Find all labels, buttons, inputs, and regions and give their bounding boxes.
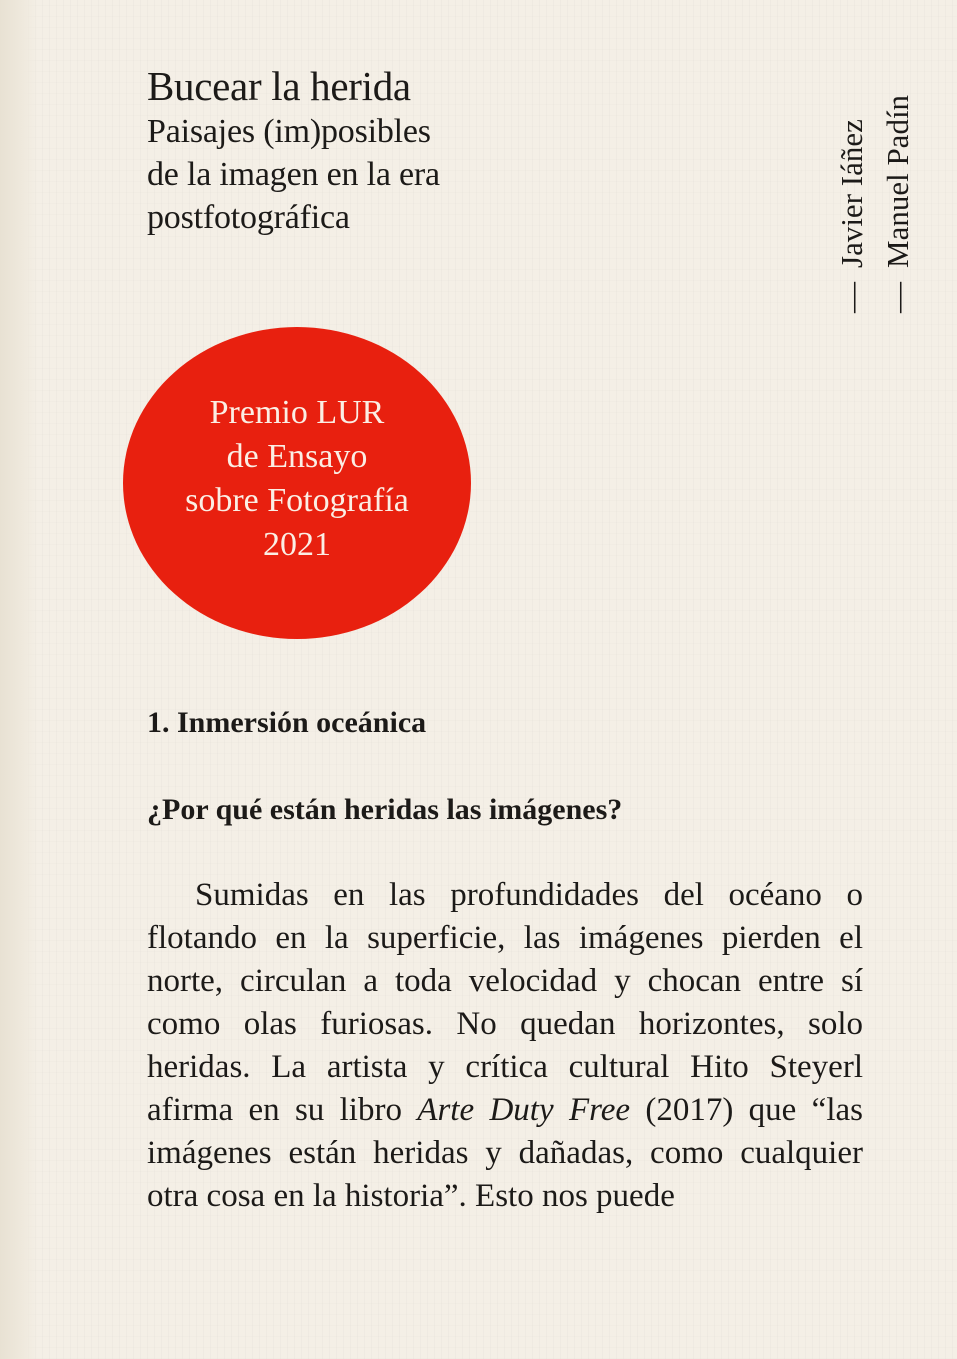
chapter-question: ¿Por qué están heridas las imágenes? xyxy=(147,793,623,826)
page-binding-edge xyxy=(0,0,38,1359)
author-javier-ianez xyxy=(834,119,870,313)
author-manuel-padin xyxy=(880,95,916,313)
cited-book-title: Arte Duty Free xyxy=(417,1092,631,1128)
award-text: Premio LUR de Ensayo sobre Fotografía 2021 xyxy=(185,394,409,563)
body-paragraph xyxy=(147,874,863,1218)
paragraph-text-end: (2017) que “las imágenes están heridas y dañadas, como cualquier otra cosa en la historia”. Esto nos puede xyxy=(147,1092,863,1214)
title-block xyxy=(147,62,607,239)
author-name: Javier Iáñez xyxy=(834,119,869,268)
author-name: Manuel Padín xyxy=(880,94,915,268)
chapter-heading: 1. Inmersión oceánica xyxy=(147,706,427,739)
book-subtitle: Paisajes (im)posibles de la imagen en la era postfotográfica xyxy=(147,113,440,236)
award-badge xyxy=(123,327,471,639)
book-title: Bucear la herida xyxy=(147,63,411,109)
author-dash: — xyxy=(880,282,915,313)
paragraph-text-start: Sumidas en las profundidades del océano o flotando en la superficie, las imágenes pierden el norte, circulan a toda velocidad y chocan entre sí como olas furiosas. No quedan horizontes, solo heridas. La artista y crítica cultural Hito Steyerl afirma en su libro xyxy=(147,877,863,1128)
author-dash: — xyxy=(834,282,869,313)
